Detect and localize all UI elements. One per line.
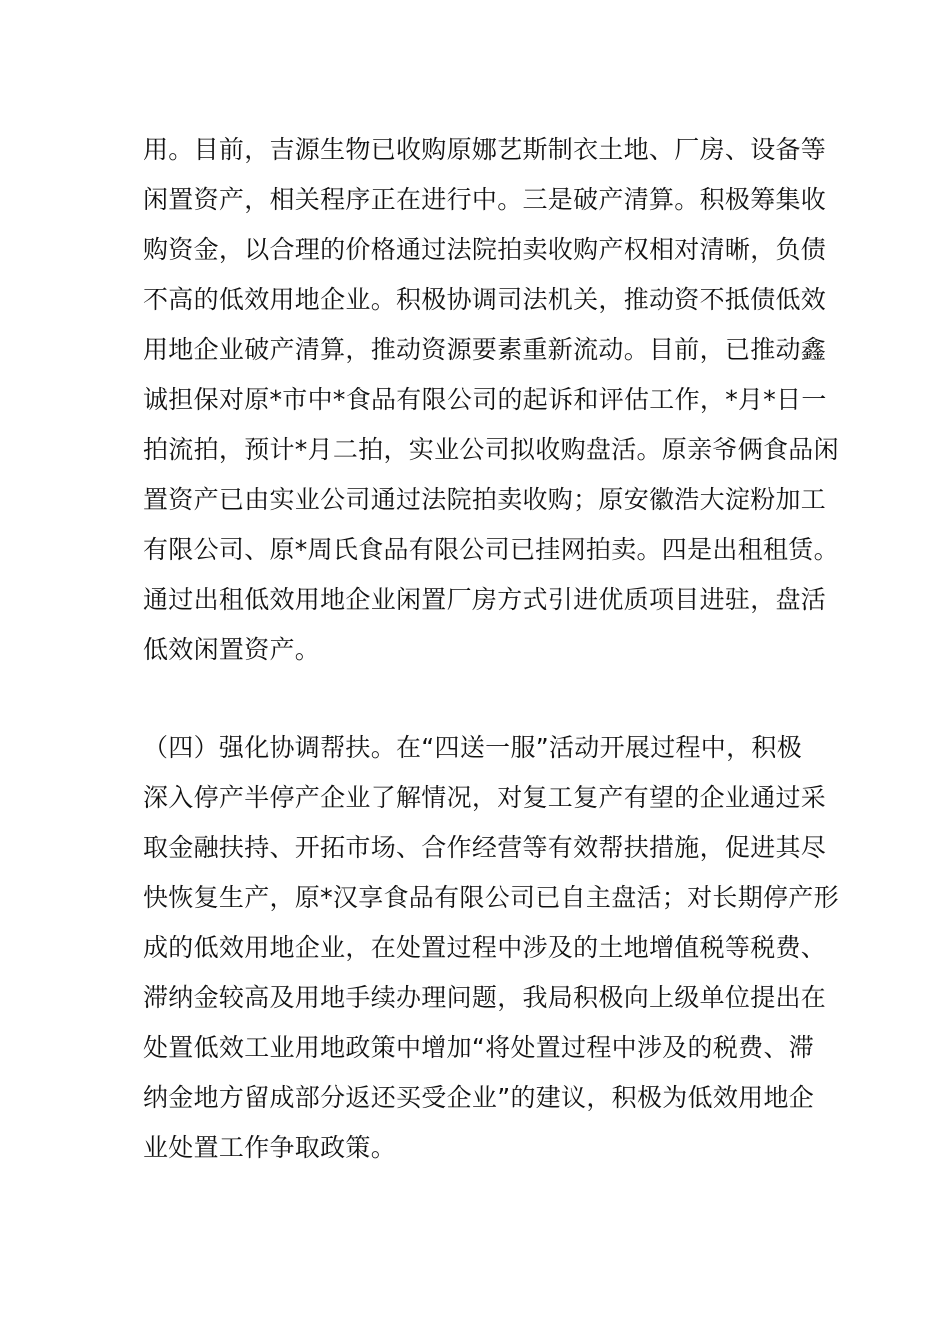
paragraph-line: 纳金地方留成部分返还买受企业”的建议，积极为低效用地企 [143,1083,815,1112]
paragraph-line: 深入停产半停产企业了解情况，对复工复产有望的企业通过采 [143,783,827,812]
paragraph-line: 处置低效工业用地政策中增加“将处置过程中涉及的税费、滞 [143,1033,815,1062]
paragraph-line: 购资金，以合理的价格通过法院拍卖收购产权相对清晰，负债 [143,235,827,264]
paragraph-line: 快恢复生产，原*汉享食品有限公司已自主盘活；对长期停产形 [143,883,839,912]
paragraph-line: 低效闲置资产。 [143,635,321,664]
paragraph-line: 滞纳金较高及用地手续办理问题，我局积极向上级单位提出在 [143,983,827,1012]
paragraph-line: 用地企业破产清算，推动资源要素重新流动。目前，已推动鑫 [143,335,827,364]
paragraph-line: （四）强化协调帮扶。在“四送一服”活动开展过程中，积极 [143,733,803,762]
paragraph-line: 取金融扶持、开拓市场、合作经营等有效帮扶措施，促进其尽 [143,833,827,862]
paragraph-line: 不高的低效用地企业。积极协调司法机关，推动资不抵债低效 [143,285,827,314]
paragraph-line: 业处置工作争取政策。 [143,1133,397,1162]
paragraph-line: 成的低效用地企业，在处置过程中涉及的土地增值税等税费、 [143,933,827,962]
paragraph-line: 通过出租低效用地企业闲置厂房方式引进优质项目进驻，盘活 [143,585,827,614]
paragraph-line: 有限公司、原*周氏食品有限公司已挂网拍卖。四是出租租赁。 [143,535,839,564]
paragraph-line: 诚担保对原*市中*食品有限公司的起诉和评估工作，*月*日一 [143,385,827,414]
paragraph-line: 用。目前，吉源生物已收购原娜艺斯制衣土地、厂房、设备等 [143,135,827,164]
paragraph-line: 拍流拍，预计*月二拍，实业公司拟收购盘活。原亲爷俩食品闲 [143,435,839,464]
paragraph-line: 闲置资产，相关程序正在进行中。三是破产清算。积极筹集收 [143,185,827,214]
paragraph-line: 置资产已由实业公司通过法院拍卖收购；原安徽浩大淀粉加工 [143,485,827,514]
